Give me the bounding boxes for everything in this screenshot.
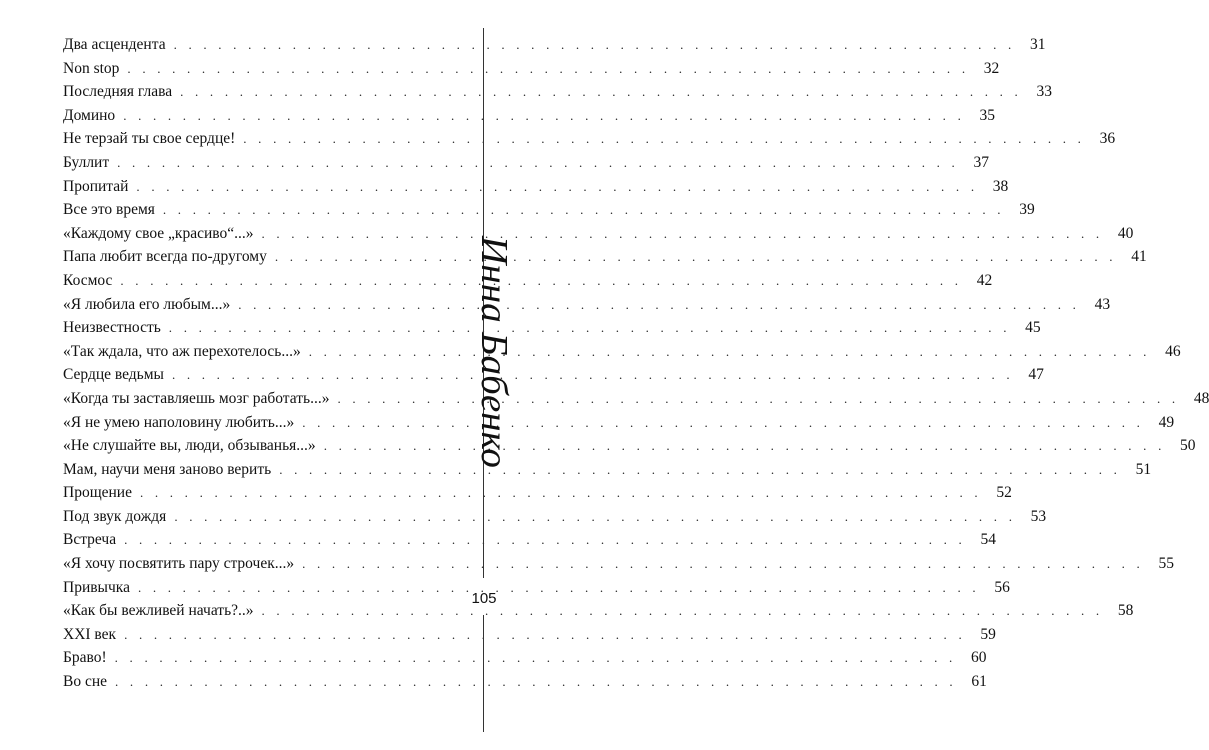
toc-entry[interactable] [63, 340, 1181, 364]
toc-entry-title: Буллит [63, 153, 110, 171]
toc-dot-leader [140, 481, 982, 505]
toc-entry-title: Не терзай ты свое сердце! [63, 130, 236, 148]
toc-entry-page: 45 [1025, 319, 1041, 337]
toc-entry-title: Два асцендента [63, 36, 166, 53]
toc-entry-title: Под звук дождя [63, 507, 167, 525]
toc-entry-title: Встреча [63, 531, 117, 549]
toc-dot-leader [124, 623, 966, 647]
toc-dot-leader [275, 245, 1117, 269]
toc-entry[interactable] [63, 646, 987, 670]
toc-entry-page: 39 [1019, 201, 1035, 219]
toc-entry-title: «Когда ты заставляешь мозг работать...» [63, 389, 330, 407]
toc-entry-title: Сердце ведьмы [63, 366, 164, 384]
toc-entry-page: 50 [1180, 437, 1196, 455]
toc-entry-title: Во сне [63, 673, 108, 691]
toc-entry-title: Прощение [63, 484, 132, 502]
toc-entry[interactable] [63, 670, 987, 694]
toc-dot-leader [138, 576, 980, 600]
toc-entry-page: 47 [1028, 366, 1044, 384]
toc-entry[interactable] [63, 387, 1209, 411]
toc-entry-page: 58 [1117, 602, 1134, 620]
toc-entry[interactable] [63, 57, 1000, 81]
toc-entry-page: 51 [1135, 460, 1152, 478]
toc-entry[interactable] [63, 33, 1046, 57]
toc-entry-title: Мам, научи меня заново верить [63, 460, 272, 478]
toc-dot-leader [337, 387, 1179, 411]
toc-entry-page: 42 [976, 271, 993, 289]
toc-dot-leader [302, 411, 1144, 435]
toc-entry-title: Космос [63, 271, 113, 289]
toc-entry-title: «Я хочу посвятить пару строчек...» [63, 555, 295, 573]
toc-entry-page: 53 [1030, 507, 1047, 525]
toc-entry-title: Все это время [63, 201, 155, 219]
toc-entry-title: «Как бы вежливей начать?..» [63, 602, 254, 620]
toc-entry-title: «Я не умею наполовину любить...» [63, 413, 295, 431]
toc-dot-leader [115, 670, 957, 694]
toc-entry[interactable] [63, 552, 1174, 576]
toc-entry-title: Пропитай [63, 177, 129, 195]
toc-dot-leader [324, 434, 1166, 458]
toc-dot-leader [169, 316, 1011, 340]
author-signature-text: Инна Бабенко [473, 236, 515, 462]
vertical-rule-bottom [483, 615, 484, 732]
toc-entry-title: Привычка [63, 578, 130, 596]
toc-entry[interactable] [63, 198, 1035, 222]
toc-dot-leader [172, 363, 1014, 387]
toc-entry-title: Неизвестность [63, 319, 161, 337]
toc-dot-leader [279, 458, 1121, 482]
toc-entry-page: 40 [1117, 224, 1134, 242]
toc-entry-page: 37 [973, 153, 989, 171]
toc-dot-leader [238, 293, 1080, 317]
toc-entry-page: 54 [980, 531, 996, 549]
toc-entry-title: «Так ждала, что аж перехотелось...» [63, 342, 301, 360]
toc-entry[interactable] [63, 363, 1044, 387]
toc-entry[interactable] [63, 80, 1052, 104]
toc-entry-page: 41 [1131, 248, 1147, 266]
toc-dot-leader [163, 198, 1005, 222]
toc-dot-leader [243, 127, 1085, 151]
toc-entry-page: 46 [1165, 342, 1181, 360]
toc-dot-leader [117, 151, 959, 175]
toc-dot-leader [123, 104, 965, 128]
toc-entry[interactable] [63, 528, 996, 552]
toc-entry[interactable] [63, 293, 1111, 317]
toc-entry[interactable] [63, 127, 1116, 151]
toc-entry-page: 59 [980, 625, 996, 643]
toc-entry[interactable] [63, 222, 1134, 246]
toc-entry[interactable] [63, 104, 996, 128]
toc-entry-page: 60 [971, 649, 987, 667]
toc-dot-leader [120, 269, 962, 293]
toc-entry[interactable] [63, 623, 996, 647]
toc-entry[interactable] [63, 151, 989, 175]
toc-dot-leader [136, 175, 978, 199]
toc-entry[interactable] [63, 316, 1041, 340]
toc-entry[interactable] [63, 411, 1175, 435]
toc-dot-leader [174, 505, 1016, 529]
toc-entry-title: Домино [63, 106, 116, 124]
toc-entry-title: Non stop [63, 59, 120, 77]
toc-entry[interactable] [63, 505, 1047, 529]
toc-entry-page: 32 [983, 59, 1000, 77]
toc-dot-leader [174, 33, 1016, 57]
toc-dot-leader [261, 222, 1103, 246]
toc-entry-page: 48 [1193, 389, 1209, 407]
toc-dot-leader [180, 80, 1022, 104]
toc-entry-title: «Каждому свое „красиво“...» [63, 224, 254, 242]
toc-entry-title: «Не слушайте вы, люди, обзыванья...» [63, 437, 316, 455]
toc-entry-page: 36 [1099, 130, 1116, 148]
toc-entry-title: Браво! [63, 649, 107, 667]
toc-dot-leader [127, 57, 969, 81]
toc-entry-page: 55 [1158, 555, 1174, 573]
page-number: 105 [471, 590, 497, 607]
toc-entry[interactable] [63, 269, 993, 293]
toc-entry[interactable] [63, 175, 1009, 199]
toc-dot-leader [115, 646, 957, 670]
toc-entry-page: 38 [992, 177, 1009, 195]
toc-entry-title: Папа любит всегда по-другому [63, 248, 267, 266]
toc-entry-page: 61 [971, 673, 987, 691]
toc-entry[interactable] [63, 599, 1134, 623]
toc-entry[interactable] [63, 245, 1147, 269]
author-signature [468, 232, 515, 472]
toc-entry-page: 43 [1094, 295, 1111, 313]
toc-dot-leader [302, 552, 1144, 576]
toc-entry-page: 56 [994, 578, 1010, 596]
toc-entry-title: «Я любила его любым...» [63, 295, 231, 313]
toc-entry-page: 33 [1036, 83, 1052, 101]
toc-entry[interactable] [63, 458, 1152, 482]
toc-dot-leader [124, 528, 966, 552]
toc-entry-page: 31 [1029, 36, 1046, 53]
toc-entry-title: Последняя глава [63, 83, 173, 101]
toc-entry-page: 35 [979, 106, 996, 124]
toc-dot-leader [309, 340, 1151, 364]
toc-entry-title: XXI век [63, 625, 117, 643]
toc-entry[interactable] [63, 434, 1196, 458]
toc-entry-page: 52 [996, 484, 1012, 502]
toc-entry-page: 49 [1158, 413, 1175, 431]
toc-dot-leader [262, 599, 1104, 623]
toc-entry[interactable] [63, 481, 1012, 505]
